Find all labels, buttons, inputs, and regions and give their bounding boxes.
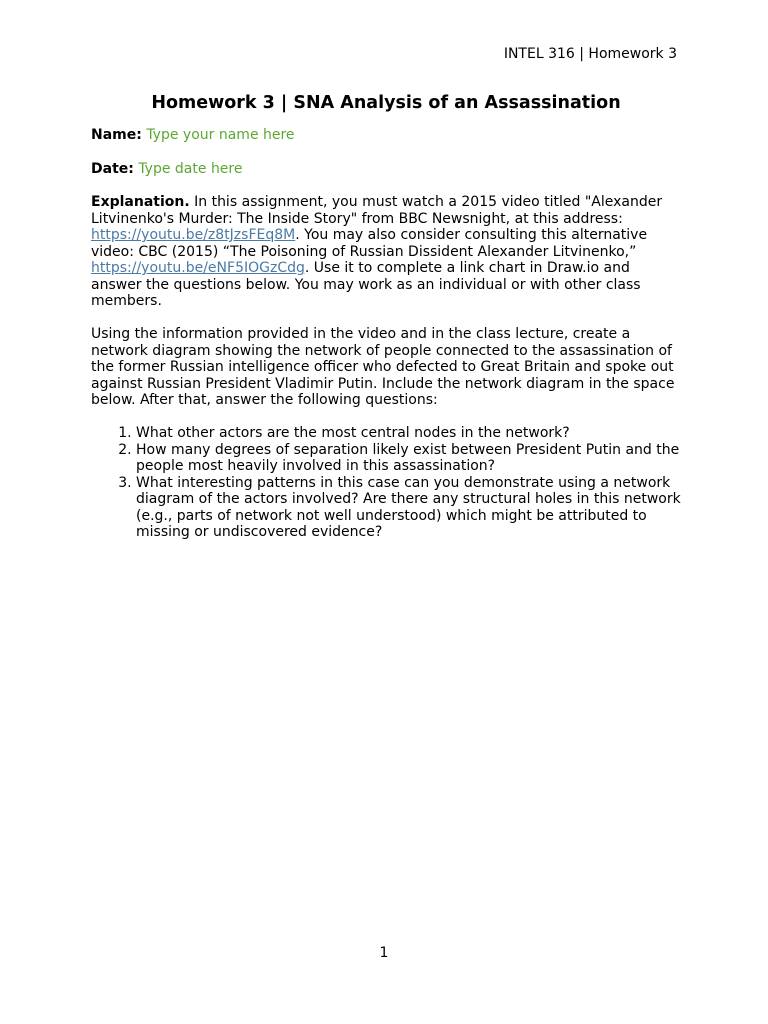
document-title: Homework 3 | SNA Analysis of an Assassination (151, 93, 621, 113)
question-item: 1. What other actors are the most central nodes in the network? (136, 425, 681, 442)
document-body (91, 92, 681, 541)
date-label: Date: (91, 160, 134, 177)
explanation-text-2: . You may also consider consulting this alternative video: CBC (2015) “The Poisoning of Russian Dissident Alexander Litvinenko,” (91, 227, 648, 260)
question-item: 2. How many degrees of separation likely exist between President Putin and the people most heavily involved in this assassination? (136, 442, 681, 475)
explanation-text-1: In this assignment, you must watch a 2015 video titled "Alexander Litvinenko's Murder: The Inside Story" from BBC Newsnight, at this address: (91, 194, 663, 227)
instructions-paragraph: Using the information provided in the video and in the class lecture, create a network diagram showing the network of people connected to the assassination of the former Russian intelligence officer who defected to Great Britain and spoke out against Russian President Vladimir Putin. Include the network diagram in the space below. After that, answer the following questions: (91, 326, 675, 408)
page-number: 1 (379, 945, 389, 961)
question-item: 3. What interesting patterns in this case can you demonstrate using a network diagram of the actors involved? Are there any structural holes in this network (e.g., parts of network not well understood) which might be attributed to missing or undiscovered evidence? (136, 475, 681, 541)
name-field (91, 127, 681, 144)
date-placeholder[interactable]: Type date here (138, 160, 243, 177)
questions-list (91, 425, 681, 541)
name-label: Name: (91, 127, 142, 143)
running-header: INTEL 316 | Homework 3 (503, 46, 677, 62)
name-placeholder[interactable]: Type your name here (146, 127, 295, 143)
explanation-lead: Explanation. (91, 194, 190, 210)
explanation-paragraph (91, 194, 681, 310)
date-field (91, 161, 681, 178)
explanation-text-3: . Use it to complete a link chart in Draw.io and answer the questions below. You may work as an individual or with other class members. (91, 260, 641, 309)
cbc-video-link[interactable]: https://youtu.be/eNF5IOGzCdg (91, 260, 305, 276)
bbc-video-link[interactable]: https://youtu.be/z8tJzsFEq8M (91, 227, 296, 243)
